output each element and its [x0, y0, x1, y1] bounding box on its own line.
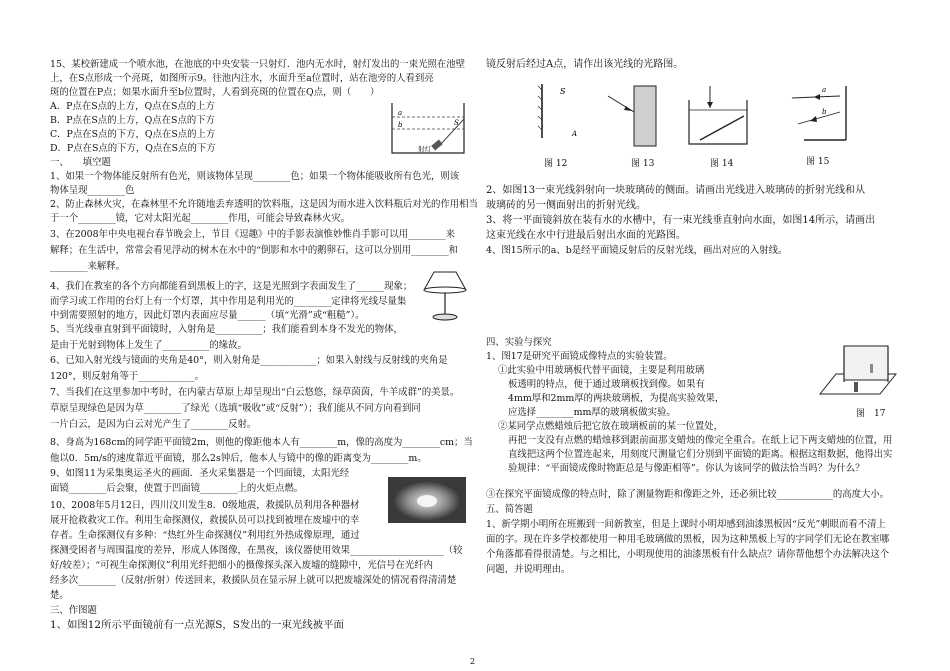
- short-1-line-2: 面的字。现在许多学校都使用一种用毛玻璃做的黑板，因为这种黑板上写的字同学们无论在教室哪: [486, 534, 890, 545]
- fill-10-line-6: 经多次________（反射/折射）传送回来，救援队员在显示屏上就可以把废墟深处的情况看得清清楚: [50, 575, 457, 586]
- page-number: 2: [470, 657, 476, 666]
- caption-figure-12: 图 12: [544, 159, 568, 169]
- draw-1-line-1: 1、如图12所示平面镜前有一点光源S，S发出的一束光线被平面: [50, 619, 344, 631]
- exp-1-part1-line-2: 板透明的特点，便于通过玻璃板找到像。如果有: [508, 379, 705, 390]
- fill-9-line-1: 9、如图11为采集奥运圣火的画面．圣火采集器是一个凹面镜，太阳光经: [50, 468, 350, 479]
- fig9-lamp-label: 射灯: [418, 145, 431, 153]
- fill-10-line-2: 展开抢救救灾工作。利用生命探测仪，救援队员可以找到被埋在废墟中的幸: [50, 515, 360, 526]
- fill-6-line-2: 120°，则反射角等于____________。: [50, 371, 204, 382]
- figure-12-mirror: [534, 80, 584, 142]
- q15-line-3: 斑的位置在P点；如果水面升至b位置时，人看到亮斑的位置在Q点，则（ ）: [50, 87, 380, 98]
- fill-4-line-1: 4、我们在教室的各个方向都能看到黑板上的字，这是光照到字表面发生了______现象；: [50, 281, 413, 292]
- caption-figure-13: 图 13: [631, 159, 655, 169]
- caption-figure-15: 图 15: [806, 157, 830, 167]
- fill-5-line-1: 5、当光线垂直射到平面镜时，入射角是__________；我们能看到本身不发光的物体，: [50, 324, 403, 335]
- fig12-label-s: S: [560, 87, 566, 96]
- exp-1-part3: ③在探究平面镜成像的特点时，除了测量物距和像距之外，还必须比较____________的高度大小。: [486, 489, 890, 500]
- section-short-answer-heading: 五、简答题: [486, 504, 533, 515]
- exp-1-part2-line-1: ②某同学点燃蜡烛后把它放在玻璃板前的某一位置处，: [498, 421, 724, 432]
- fill-3-line-1: 3、在2008年中央电视台春节晚会上，节目《逗趣》中的手影表演惟妙惟肖手影可以用________来: [50, 229, 455, 240]
- fill-10-line-1: 10、2008年5月12日，四川汶川发生8．0级地震，救援队员利用各种器材: [50, 500, 360, 511]
- fill-10-line-7: 楚。: [50, 590, 69, 601]
- section-drawing-heading: 三、作图题: [50, 605, 97, 616]
- short-1-line-4: 问题，并说明理由。: [486, 564, 571, 575]
- draw-2-line-1: 2、如图13一束光线斜射向一块玻璃砖的侧面。请画出光线进入玻璃砖的折射光线和从: [486, 185, 866, 196]
- caption-figure-14: 图 14: [710, 159, 734, 169]
- figure-15-reflection: [786, 80, 848, 146]
- fill-1-line-1: 1、如果一个物体能反射所有色光，则该物体呈现________色；如果一个物体能吸收所有色光，则该: [50, 171, 460, 182]
- short-1-line-1: 1、新学期小明所在班搬到一间新教室，但是上课时小明却感到油漆黑板因“反光”刺眼而看不清上: [486, 519, 886, 530]
- fill-2-line-1: 2、防止森林火灾，在森林里不允许随地丢弃透明的饮料瓶，这是因为雨水进入饮料瓶后对光的作用相当: [50, 199, 478, 210]
- fill-4-line-2: 而学习或工作用的台灯上有一个灯罩，其中作用是利用光的________定律将光线尽量集: [50, 296, 407, 307]
- fig12-label-a: A: [572, 130, 578, 138]
- figure-13-glass-block: [606, 82, 672, 148]
- fill-7-line-1: 7、当我们在这里参加中考时，在内蒙古草原上却呈现出“白云悠悠，绿草茵茵，牛羊成群”的美景。: [50, 387, 460, 398]
- fill-1-line-2: 物体呈现________色: [50, 185, 135, 196]
- draw-3-line-1: 3、将一平面镜斜放在装有水的水槽中，有一束光线垂直射向水面，如图14所示，请画出: [486, 215, 876, 226]
- draw-3-line-2: 这束光线在水中行进最后射出水面的光路图。: [486, 230, 686, 241]
- table-lamp-figure: [420, 268, 470, 323]
- q15-option-b: B．P点在S点的上方，Q点在S点的下方: [50, 115, 215, 126]
- q15-line-2: 上，在S点形成一个亮斑，如图所示9。往池内注水，水面升至a位置时，站在池旁的人看到亮: [50, 73, 434, 84]
- q15-line-1: 15、某校新建成一个喷水池，在池底的中央安装一只射灯．池内无水时，射灯发出的一束光照在池壁: [50, 59, 466, 70]
- fill-8-line-1: 8、身高为168cm的同学距平面镜2m，则他的像距他本人有________m，像的高度为________cm；当: [50, 437, 473, 448]
- fill-7-line-2: 草原呈现绿色是因为草________了绿光（选填“吸收”或“反射”）；我们能从不同方向看到同: [50, 403, 421, 414]
- section-fill-blank-heading: 一、 填空题: [50, 157, 111, 168]
- q15-option-c: C．P点在S点的下方，Q点在S点的上方: [50, 129, 216, 140]
- fig15-label-b: b: [822, 108, 827, 116]
- fill-3-line-3: ________来解释。: [50, 261, 126, 272]
- fill-10-line-4: 探测受困者与周围温度的差异，形成人体图像，在黑夜，该仪器使用效果____________________（较: [50, 545, 463, 556]
- fill-8-line-2: 他以0．5m/s的速度靠近平面镜，那么2s钟后，他本人与镜中的像的距离变为________m。: [50, 453, 427, 464]
- fig15-label-a: a: [822, 86, 827, 94]
- exp-1-part2-line-3: 直线把这两个位置连起来，用刻度尺测量它们分别到平面镜的距离。根据这组数据，他得出实: [508, 449, 893, 460]
- figure-9-pool: [388, 97, 468, 157]
- fill-6-line-1: 6、已知入射光线与镜面的夹角是40°，则入射角是____________；如果入射线与反射线的夹角是: [50, 355, 448, 366]
- exp-1-intro: 1、图17是研究平面镜成像特点的实验装置。: [486, 351, 673, 362]
- fig9-label-s: S: [454, 119, 459, 127]
- q15-option-d: D．P点在S点的下方，Q点在S点的下方: [50, 143, 216, 154]
- caption-figure-17: 图 17: [856, 409, 886, 419]
- fill-3-line-2: 解释；在生活中，常常会看见浮动的树木在水中的“倒影和水中的鹅卵石，这可以分别用________和: [50, 245, 458, 256]
- q15-option-a: A．P点在S点的上方，Q点在S点的上方: [50, 101, 215, 112]
- fill-2-line-2: 于一个________镜，它对太阳光起________作用，可能会导致森林火灾。: [50, 213, 351, 224]
- section-experiment-heading: 四、实验与探究: [486, 337, 552, 348]
- exp-1-part2-line-4: 验规律：“平面镜成像时物距总是与像距相等”。你认为该同学的做法恰当吗？为什么？: [508, 463, 865, 474]
- draw-4-line-1: 4、图15所示的a、b是经平面镜反射后的反射光线，画出对应的入射线。: [486, 245, 788, 256]
- exp-1-part1-line-3: 4mm厚和2mm厚的两块玻璃板，为提高实验效果，: [508, 393, 725, 404]
- draw-1-line-2: 镜反射后经过A点，请作出该光线的光路图。: [486, 59, 684, 70]
- exp-1-part1-line-1: ①此实验中用玻璃板代替平面镜，主要是利用玻璃: [498, 365, 705, 376]
- figure-17-apparatus: [818, 342, 900, 400]
- fig9-label-a: a: [398, 109, 403, 117]
- fill-7-line-3: 一片白云，是因为白云对光产生了________反射。: [50, 419, 257, 430]
- fill-10-line-5: 好/较差）；“可视生命探测仪”利用光纤把细小的摄像探头深入废墟的缝隙中，光信号在光纤内: [50, 560, 434, 571]
- draw-2-line-2: 玻璃砖的另一侧面射出的折射光线。: [486, 200, 646, 211]
- fill-9-line-2: 面镜________后会聚，使置于凹面镜________上的火炬点燃。: [50, 483, 304, 494]
- figure-14-water-tank: [686, 84, 750, 148]
- fill-5-line-2: 是由于光射到物体上发生了__________的缘故。: [50, 340, 247, 351]
- exp-1-part2-line-2: 再把一支没有点燃的蜡烛移到跟前面那支蜡烛的像完全重合。在纸上记下两支蜡烛的位置，用: [508, 435, 893, 446]
- fill-10-line-3: 存者。生命探测仪有多种：“热红外生命探测仪”利用红外热成像原理，通过: [50, 530, 360, 541]
- fill-4-line-3: 中到需要照射的地方，因此灯罩内表面应尽量______（填“光滑”或“粗糙”）。: [50, 310, 365, 321]
- fig9-label-b: b: [398, 121, 403, 129]
- short-1-line-3: 个角落都看得很清楚。与之相比，小明现使用的油漆黑板有什么缺点？请你帮他想个办法解决这个: [486, 549, 890, 560]
- figure-11-photo: [388, 477, 466, 523]
- exp-1-part1-line-4: 应选择________mm厚的玻璃板做实验。: [508, 407, 676, 418]
